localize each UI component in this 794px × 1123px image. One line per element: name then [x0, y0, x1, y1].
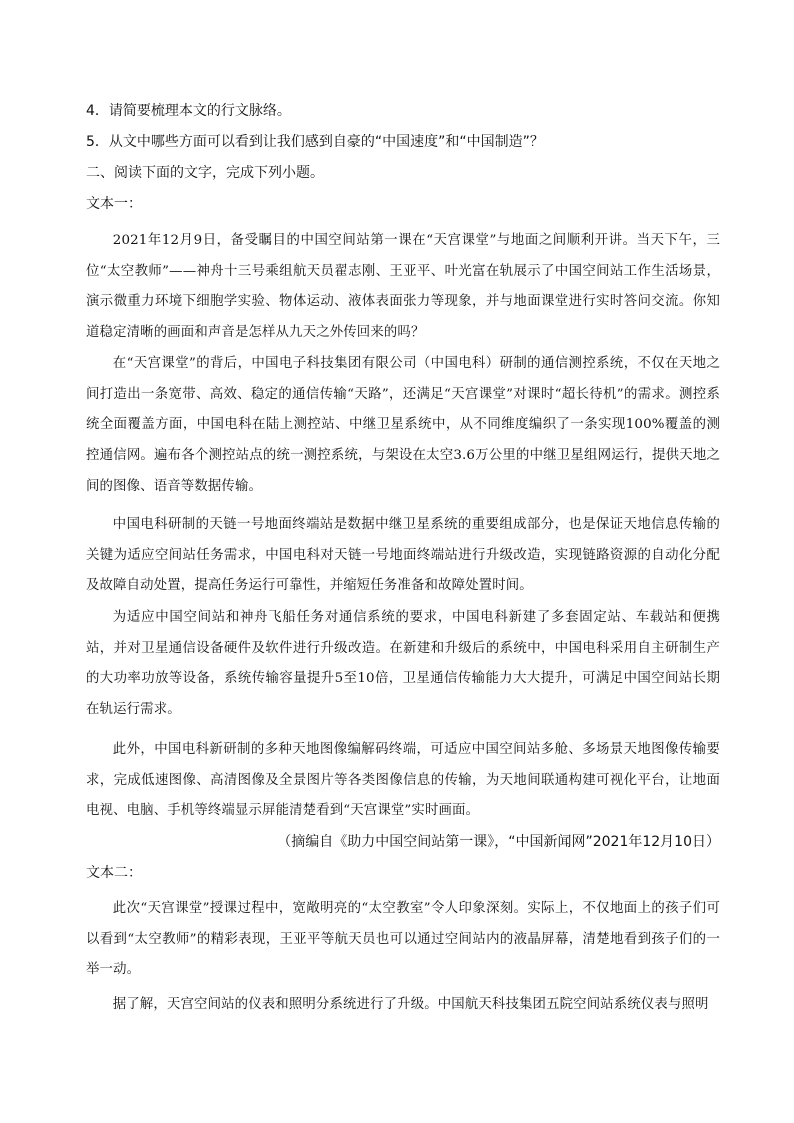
text2-paragraph-1: 此次“天宫课堂”授课过程中，宽敞明亮的“太空教室”令人印象深刻。实际上，不仅地面上的孩子们可以看到“太空教师”的精彩表现，王亚平等航天员也可以通过空间站内的液晶屏幕，清楚地看到孩子们的一举一动。 — [86, 901, 720, 978]
question-4: 4．请简要梳理本文的行文脉络。 — [86, 103, 291, 119]
question-5: 5．从文中哪些方面可以看到让我们感到自豪的“中国速度”和“中国制造”？ — [86, 134, 544, 150]
text1-paragraph-1: 2021年12月9日，备受瞩目的中国空间站第一课在“天宫课堂”与地面之间顺利开讲。当天下午，三位“太空教师”——神舟十三号乘组航天员翟志刚、王亚平、叶光富在轨展示了中国空间站工作生活场景，演示微重力环境下细胞学实验、物体运动、液体表面张力等现象，并与地面课堂进行实时答问交流。你知道稳定清晰的画面和声音是怎样从九天之外传回来的吗？ — [86, 233, 720, 341]
text1-paragraph-5: 此外，中国电科新研制的多种天地图像编解码终端，可适应中国空间站多舱、多场景天地图像传输要求，完成低速图像、高清图像及全景图片等各类图像信息的传输，为天地间联通构建可视化平台，让地面电视、电脑、手机等终端显示屏能清楚看到“天宫课堂”实时画面。 — [86, 742, 720, 819]
text1-source: （摘编自《助力中国空间站第一课》，“中国新闻网”2021年12月10日） — [277, 834, 720, 850]
text2-paragraph-2: 据了解，天宫空间站的仪表和照明分系统进行了升级。中国航天科技集团五院空间站系统仪表与照明 — [112, 997, 709, 1012]
text1-paragraph-3: 中国电科研制的天链一号地面终端站是数据中继卫星系统的重要组成部分，也是保证天地信息传输的关键为适应空间站任务需求，中国电科对天链一号地面终端站进行升级改造，实现链路资源的自动化分配及故障自动处置，提高任务运行可靠性，并缩短任务准备和故障处置时间。 — [86, 517, 720, 594]
text2-label: 文本二： — [86, 865, 142, 881]
text1-paragraph-4: 为适应中国空间站和神舟飞船任务对通信系统的要求，中国电科新建了多套固定站、车载站和便携站，并对卫星通信设备硬件及软件进行升级改造。在新建和升级后的系统中，中国电科采用自主研制生产的大功率功放等设备，系统传输容量提升5至10倍，卫星通信传输能力大大提升，可满足中国空间站长期在轨运行需求。 — [86, 610, 720, 718]
text1-label: 文本一： — [86, 196, 142, 212]
text1-paragraph-2: 在“天宫课堂”的背后，中国电子科技集团有限公司（中国电科）研制的通信测控系统，不仅在天地之间打造出一条宽带、高效、稳定的通信传输“天路”，还满足“天宫课堂”对课时“超长待机”的需求。测控系统全面覆盖方面，中国电科在陆上测控站、中继卫星系统中，从不同维度编织了一条实现100%覆盖的测控通信网。遍布各个测控站点的统一测控系统，与架设在太空3.6万公里的中继卫星组网运行，提供天地之间的图像、语音等数据传输。 — [86, 356, 720, 494]
section-heading: 二、阅读下面的文字，完成下列小题。 — [86, 165, 324, 181]
